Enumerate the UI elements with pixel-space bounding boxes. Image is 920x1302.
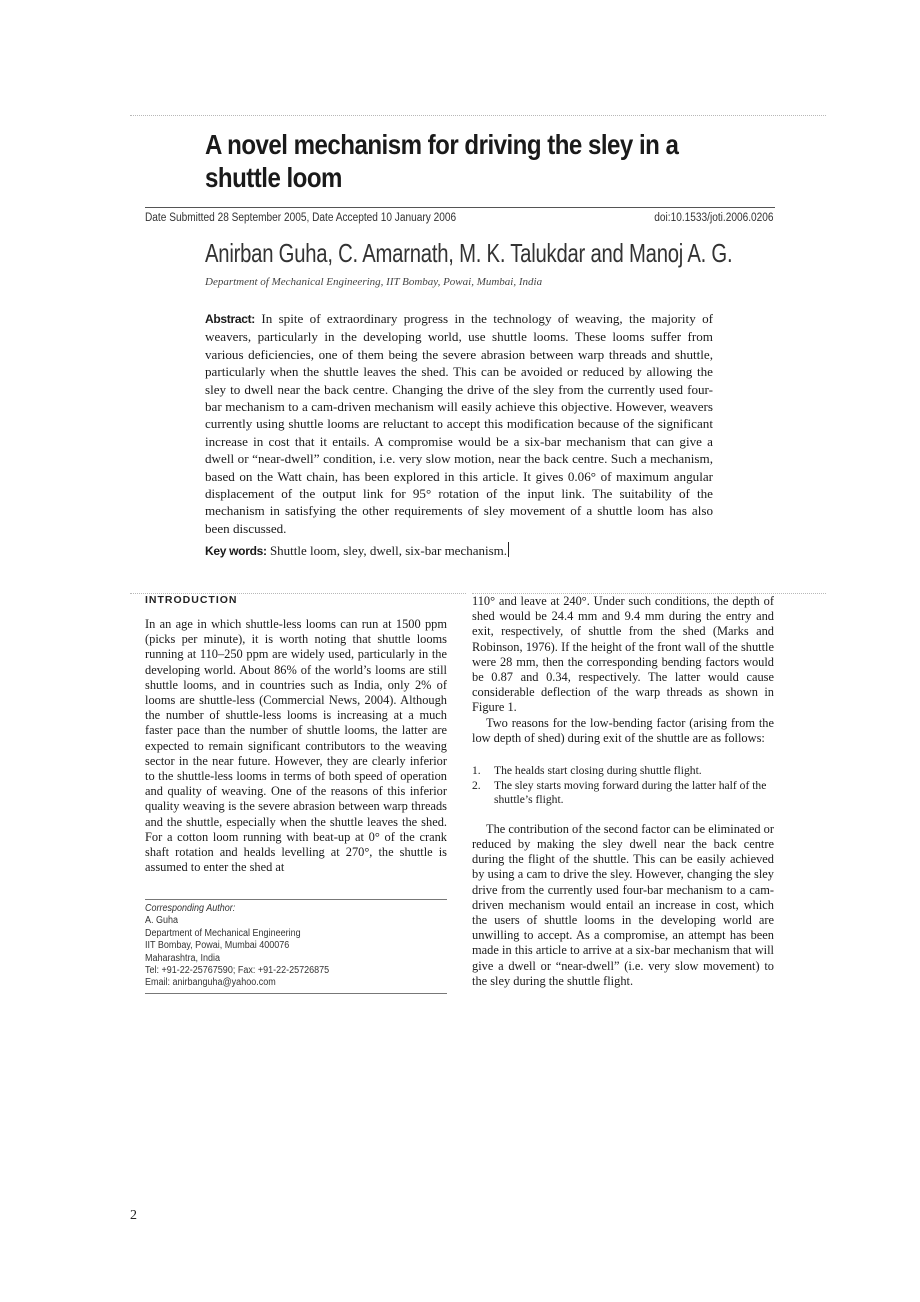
corresponding-email[interactable]: Email: anirbanguha@yahoo.com	[145, 977, 276, 989]
corresponding-heading: Corresponding Author:	[145, 903, 236, 914]
column-left	[145, 617, 447, 875]
corresponding-rule-bottom	[145, 993, 447, 994]
corresponding-line: Tel: +91-22-25767590; Fax: +91-22-25726875	[145, 965, 330, 977]
corresponding-line: Maharashtra, India	[145, 952, 221, 964]
corresponding-author	[145, 903, 329, 990]
corresponding-line: Department of Mechanical Engineering	[145, 927, 301, 939]
abstract	[205, 310, 713, 537]
article-title: A novel mechanism for driving the sley in a shuttle loom	[205, 129, 679, 193]
list-item: 2. The sley starts moving forward during the latter half of the shuttle’s flight.	[472, 778, 767, 807]
keywords-label: Key words:	[205, 544, 267, 558]
submission-dates: Date Submitted 28 September 2005, Date Accepted 10 January 2006	[145, 212, 457, 224]
text-cursor	[508, 542, 509, 557]
abstract-text: In spite of extraordinary progress in the technology of weaving, the majority of weavers, particularly in the developing world, use shuttle looms. These looms suffer from various deficiencies, one of them being the severe abrasion between warp threads and shuttle, particularly when the shuttle leaves the shed. This can be avoided or reduced by allowing the sley to dwell near the back centre. Changing the drive of the sley from the currently used four-bar mechanism to a cam-driven mechanism will easily achieve this objective. However, weavers currently using shuttle looms are reluctant to accept this modification because of the significant increase in cost that it entails. A compromise would be a six-bar mechanism that can give a dwell or “near-dwell” condition, i.e. very slow motion, near the back centre. Such a mechanism, based on the Watt chain, has been explored in this article. It gives 0.06° of maximum angular displacement of the output link for 95° rotation of the input link. The suitability of the mechanism in satisfying the other requirements of sley movement of a shuttle loom has also been discussed.	[205, 311, 713, 536]
column-right	[472, 594, 774, 989]
intro-paragraph-1: In an age in which shuttle-less looms can run at 1500 ppm (picks per minute), it is worth noting that shuttle looms running at 110–250 ppm are widely used, particularly in the developing world. About 86% of the world’s looms are still shuttle looms, and in countries such as India, only 2% of looms are shuttle-less (Commercial News, 2004). Although the number of shuttle-less looms is increasing at a much faster pace than the number of shuttle looms, the latter are expected to remain significant contributors to the weaving sector in the near future. However, they are clearly inferior to the shuttle-less looms in terms of both speed of operation and quality of weaving. One of the reasons of this inferior quality weaving is the severe abrasion between warp threads and the shuttle, especially when the shuttle leaves the shed. For a cotton loom running with beat-up at 0° of the crank shaft rotation and healds levelling at 270°, the shuttle is assumed to enter the shed at	[145, 617, 447, 875]
doi[interactable]: doi:10.1533/joti.2006.0206	[654, 212, 774, 224]
intro-paragraph-2: 110° and leave at 240°. Under such conditions, the depth of shed would be 24.4 mm and 9.4 mm during the entry and exit, respectively, of shuttle from the shed (Marks and Robinson, 1976). If the height of the front wall of the shuttle were 28 mm, then the corresponding bending factors would be 0.87 and 0.34, respectively. The latter would cause considerable deflection of the warp threads as shown in Figure 1.	[472, 594, 774, 715]
reasons-list	[472, 764, 774, 808]
corresponding-line: IIT Bombay, Powai, Mumbai 400076	[145, 940, 290, 952]
header-rule	[145, 207, 775, 208]
keywords-text: Shuttle loom, sley, dwell, six-bar mechanism.	[269, 543, 508, 558]
corresponding-line: A. Guha	[145, 915, 179, 927]
authors: Anirban Guha, C. Amarnath, M. K. Talukdar and Manoj A. G.	[205, 238, 733, 268]
affiliation: Department of Mechanical Engineering, IIT Bombay, Powai, Mumbai, India	[205, 276, 543, 288]
list-item: 1. The healds start closing during shuttle flight.	[472, 764, 702, 778]
intro-paragraph-4: The contribution of the second factor can be eliminated or reduced by making the sley dwell near the back centre during the flight of the shuttle. This can be easily achieved by using a cam to drive the sley. However, changing the sley drive from the currently used four-bar mechanism to a cam-driven mechanism would entail an increase in cost, which the users of shuttle looms in the developing world are unwilling to accept. As a compromise, an attempt has been made in this article to arrive at a six-bar mechanism that will give a dwell or “near-dwell” (i.e. very slow movement) to the sley during the shuttle flight.	[472, 821, 774, 988]
section-heading-introduction: INTRODUCTION	[145, 594, 238, 606]
corresponding-rule-top	[145, 899, 447, 900]
top-rule	[130, 115, 826, 116]
page-number: 2	[130, 1208, 137, 1223]
intro-paragraph-3: Two reasons for the low-bending factor (arising from the low depth of shed) during exit of the shuttle are as follows:	[472, 715, 774, 745]
abstract-label: Abstract:	[205, 312, 255, 326]
keywords	[205, 542, 509, 559]
